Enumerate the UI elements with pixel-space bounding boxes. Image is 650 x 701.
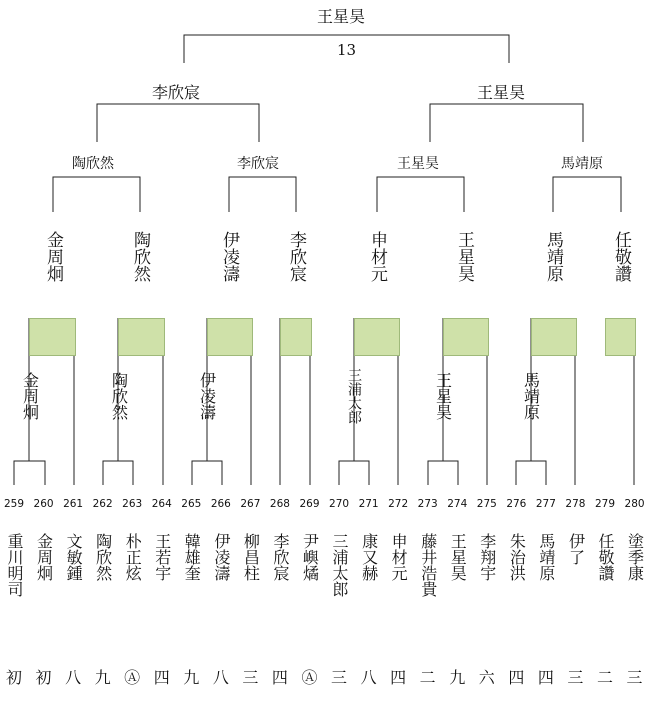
quarterfinalist-1: 陶欣然 <box>72 156 114 172</box>
player-rank: 六 <box>478 668 495 687</box>
player-name: 伊了 <box>566 533 586 565</box>
champion-name: 王星昊 <box>317 7 366 26</box>
player-rank: Ⓐ <box>301 668 318 687</box>
score-box <box>207 318 253 356</box>
player-rank: 九 <box>94 668 111 687</box>
round2-winner: 王星昊 <box>433 372 453 420</box>
seat-number: 271 <box>358 498 379 510</box>
player-name: 李欣宸 <box>270 533 290 581</box>
player-rank: 八 <box>360 668 377 687</box>
player-rank: 二 <box>419 668 436 687</box>
round3-winner: 金周炯 <box>43 231 63 282</box>
player-name: 馬靖原 <box>536 533 556 581</box>
round2-winner: 陶欣然 <box>109 372 129 420</box>
player-name: 王若宇 <box>152 533 172 581</box>
player-rank: 八 <box>212 668 229 687</box>
round2-winner: 伊凌濤 <box>197 372 217 420</box>
seat-number: 276 <box>506 498 527 510</box>
round2-winner: 馬靖原 <box>521 372 541 420</box>
player-rank: 九 <box>183 668 200 687</box>
player-name: 柳昌柱 <box>241 533 261 581</box>
semifinalist-left: 李欣宸 <box>152 83 201 102</box>
seat-number: 263 <box>122 498 143 510</box>
player-rank: 四 <box>508 668 525 687</box>
seat-number: 273 <box>417 498 438 510</box>
player-name: 尹嶼燏 <box>300 533 320 581</box>
player-rank: 三 <box>567 668 584 687</box>
player-rank: 三 <box>626 668 643 687</box>
score-box <box>354 318 400 356</box>
seat-number: 279 <box>594 498 616 510</box>
player-rank: 九 <box>449 668 466 687</box>
player-rank: 四 <box>271 668 288 687</box>
seat-number: 275 <box>476 498 497 510</box>
score-box <box>605 318 636 356</box>
player-name: 金周炯 <box>34 533 54 581</box>
round3-winner: 王星昊 <box>454 231 474 282</box>
seat-number: 280 <box>624 498 645 510</box>
player-rank: 初 <box>5 668 22 687</box>
score-box <box>29 318 76 356</box>
player-name: 任敬讚 <box>596 533 615 581</box>
quarterfinalist-2: 李欣宸 <box>237 156 279 172</box>
player-rank: 三 <box>331 668 348 687</box>
seat-number: 268 <box>269 498 290 510</box>
player-name: 王星昊 <box>448 533 468 581</box>
score-box <box>443 318 489 356</box>
seat-number: 269 <box>299 498 320 510</box>
semifinalist-right: 王星昊 <box>477 83 526 102</box>
player-rank: 初 <box>35 668 52 687</box>
player-name: 李翔宇 <box>477 533 497 581</box>
player-name: 康又赫 <box>359 533 379 581</box>
seat-number: 265 <box>181 498 202 510</box>
seat-number: 266 <box>210 498 231 510</box>
seat-number: 259 <box>3 498 25 510</box>
round3-winner: 李欣宸 <box>286 231 306 282</box>
score-box <box>118 318 165 356</box>
player-rank: 三 <box>242 668 259 687</box>
round3-winner: 申材元 <box>367 231 387 282</box>
round2-winner: 金周炯 <box>20 372 40 420</box>
seat-number: 264 <box>151 498 172 510</box>
player-rank: 二 <box>596 668 613 687</box>
seat-number: 277 <box>535 498 556 510</box>
score-box <box>280 318 312 356</box>
round3-winner: 馬靖原 <box>543 231 563 282</box>
seat-number: 272 <box>388 498 409 510</box>
quarterfinalist-3: 王星昊 <box>397 156 439 172</box>
player-name: 陶欣然 <box>93 533 113 581</box>
player-name: 申材元 <box>389 533 409 581</box>
player-name: 重川明司 <box>5 533 24 597</box>
seat-number: 261 <box>63 498 84 510</box>
seat-number: 270 <box>329 498 350 510</box>
final-score: 13 <box>337 41 357 59</box>
player-name: 藤井浩貴 <box>418 533 438 597</box>
player-name: 塗季康 <box>625 533 645 581</box>
score-box <box>531 318 577 356</box>
player-rank: 四 <box>153 668 170 687</box>
round3-winner: 任敬讚 <box>611 231 631 282</box>
player-name: 三浦太郎 <box>330 533 350 597</box>
player-name: 朴正炫 <box>123 533 143 581</box>
round3-winner: 伊凌濤 <box>219 231 239 282</box>
player-name: 韓雄奎 <box>182 533 202 581</box>
seat-number: 267 <box>240 498 261 510</box>
player-name: 伊凌濤 <box>211 533 231 581</box>
quarterfinalist-4: 馬靖原 <box>561 156 603 172</box>
seat-number: 278 <box>565 498 586 510</box>
player-name: 朱治洪 <box>507 533 527 581</box>
seat-number: 262 <box>92 498 113 510</box>
player-rank: Ⓐ <box>124 668 141 687</box>
round2-winner: 三浦太郎 <box>346 368 362 424</box>
seat-number: 274 <box>447 498 468 510</box>
player-rank: 四 <box>390 668 407 687</box>
player-rank: 四 <box>537 668 554 687</box>
player-rank: 八 <box>65 668 82 687</box>
seat-number: 260 <box>33 498 54 510</box>
player-name: 文敏鍾 <box>64 533 84 581</box>
round3-winner: 陶欣然 <box>130 231 150 282</box>
